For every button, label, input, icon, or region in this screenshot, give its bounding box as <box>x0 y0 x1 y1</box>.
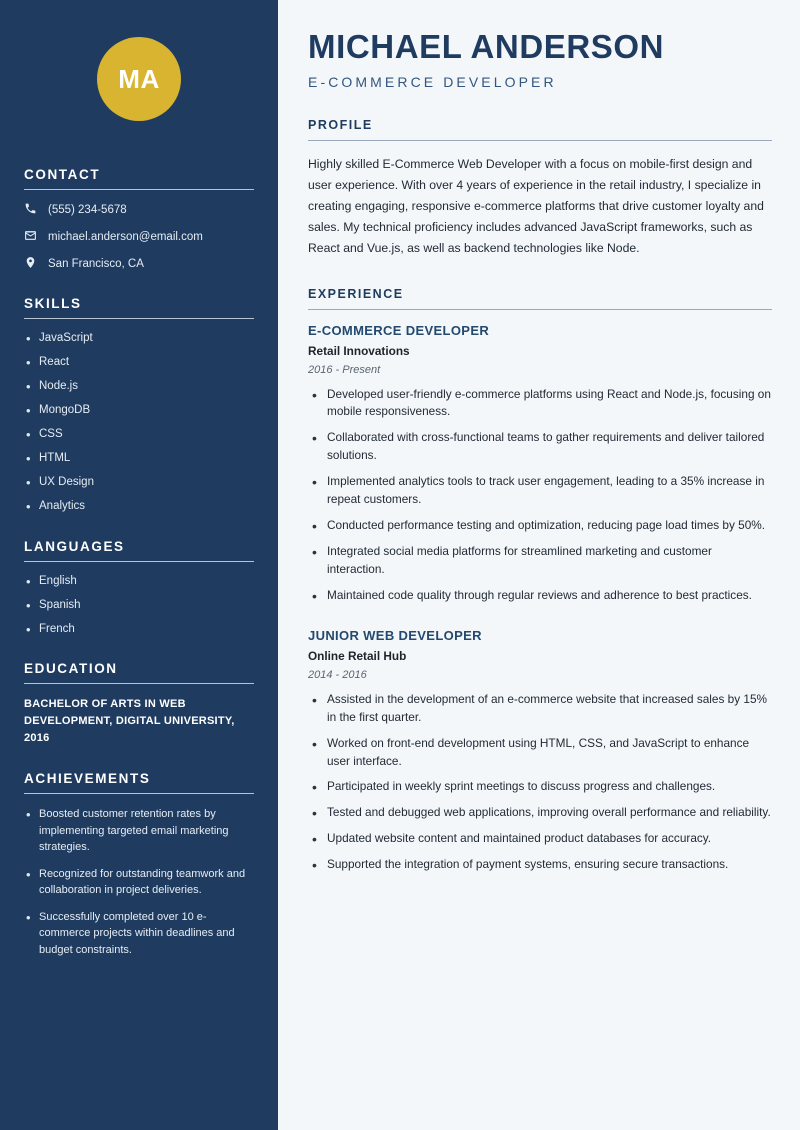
job-company: Online Retail Hub <box>308 648 407 663</box>
experience-divider <box>308 309 772 310</box>
job-subtitle: E-COMMERCE DEVELOPER <box>308 73 557 90</box>
list-item: • Analytics <box>24 499 254 515</box>
contact-item-email[interactable] <box>24 229 254 245</box>
contact-item-phone[interactable] <box>24 202 254 218</box>
education-section <box>24 661 254 747</box>
list-item: • French <box>24 622 254 638</box>
achievements-section <box>24 771 254 958</box>
contact-phone-value: (555) 234-5678 <box>48 204 127 216</box>
avatar-container <box>24 0 254 121</box>
profile-section <box>308 118 772 259</box>
experience-section <box>308 287 772 875</box>
list-item: • Boosted customer retention rates by implementing targeted email marketing strategies. <box>24 806 254 856</box>
list-item: • Maintained code quality through regular reviews and adherence to best practices. <box>308 587 772 605</box>
sidebar <box>0 0 278 1130</box>
achievements-divider <box>24 793 254 794</box>
achievements-list <box>24 806 254 958</box>
languages-list <box>24 574 254 638</box>
contact-item-location[interactable] <box>24 256 254 272</box>
list-item: • Integrated social media platforms for streamlined marketing and customer interaction. <box>308 543 772 579</box>
skills-section <box>24 296 254 515</box>
list-item: • Collaborated with cross-functional teams to gather requirements and deliver tailored solutions. <box>308 429 772 465</box>
list-item: • HTML <box>24 451 254 467</box>
list-item: • English <box>24 574 254 590</box>
list-item: • JavaScript <box>24 331 254 347</box>
skills-divider <box>24 318 254 319</box>
contact-heading: CONTACT <box>24 167 101 182</box>
list-item: • Developed user-friendly e-commerce platforms using React and Node.js, focusing on mobile responsiveness. <box>308 386 772 422</box>
job-dates: 2016 - Present <box>308 363 381 376</box>
contact-section <box>24 167 254 272</box>
job-bullets <box>308 691 772 874</box>
contact-divider <box>24 189 254 190</box>
list-item: • UX Design <box>24 475 254 491</box>
languages-heading: LANGUAGES <box>24 538 125 554</box>
profile-divider <box>308 140 772 141</box>
list-item: • Updated website content and maintained product databases for accuracy. <box>308 830 772 848</box>
list-item: • MongoDB <box>24 403 254 419</box>
job-title: JUNIOR WEB DEVELOPER <box>308 627 482 643</box>
skills-heading: SKILLS <box>24 296 82 311</box>
list-item: • Implemented analytics tools to track user engagement, leading to a 35% increase in repeat customers. <box>308 473 772 509</box>
avatar: MA <box>97 37 181 121</box>
phone-icon <box>24 202 37 218</box>
list-item: • Participated in weekly sprint meetings to discuss progress and challenges. <box>308 778 772 796</box>
contact-email-value: michael.anderson@email.com <box>48 231 203 243</box>
experience-entry <box>308 323 772 605</box>
education-divider <box>24 683 254 684</box>
list-item: • Tested and debugged web applications, improving overall performance and reliability. <box>308 804 772 822</box>
job-title: E-COMMERCE DEVELOPER <box>308 322 490 338</box>
languages-divider <box>24 561 254 562</box>
languages-section <box>24 539 254 638</box>
job-dates: 2014 - 2016 <box>308 668 367 681</box>
list-item: • Node.js <box>24 379 254 395</box>
profile-heading: PROFILE <box>308 117 373 132</box>
list-item: • Successfully completed over 10 e-commerce projects within deadlines and budget constraints. <box>24 909 254 959</box>
skills-list <box>24 331 254 515</box>
contact-location-value: San Francisco, CA <box>48 258 144 270</box>
page-title: MICHAEL ANDERSON <box>308 28 665 65</box>
list-item: • React <box>24 355 254 371</box>
profile-text: Highly skilled E-Commerce Web Developer with a focus on mobile-first design and user experience. With over 4 years of experience in the retail industry, I specialize in creating engaging, responsive e-commerce platforms that drive customer loyalty and sales. My technical proficiency includes advanced JavaScript frameworks, such as React and Vue.js, as well as backend technologies like Node. <box>308 156 764 255</box>
experience-heading: EXPERIENCE <box>308 286 404 301</box>
job-bullets <box>308 386 772 605</box>
education-heading: EDUCATION <box>24 661 118 677</box>
education-entry: BACHELOR OF ARTS IN WEB DEVELOPMENT, DIGITAL UNIVERSITY, 2016 <box>24 698 235 745</box>
list-item: • Recognized for outstanding teamwork and collaboration in project deliveries. <box>24 866 254 899</box>
experience-entry <box>308 628 772 874</box>
list-item: • Spanish <box>24 598 254 614</box>
list-item: • Worked on front-end development using HTML, CSS, and JavaScript to enhance user interface. <box>308 735 772 771</box>
list-item: • CSS <box>24 427 254 443</box>
list-item: • Conducted performance testing and optimization, reducing page load times by 50%. <box>308 517 772 535</box>
job-company: Retail Innovations <box>308 343 410 358</box>
list-item: • Supported the integration of payment systems, ensuring secure transactions. <box>308 856 772 874</box>
list-item: • Assisted in the development of an e-commerce website that increased sales by 15% in the first quarter. <box>308 691 772 727</box>
main-content <box>278 0 800 1130</box>
envelope-icon <box>24 229 37 245</box>
achievements-heading: ACHIEVEMENTS <box>24 771 151 787</box>
location-pin-icon <box>24 256 37 272</box>
